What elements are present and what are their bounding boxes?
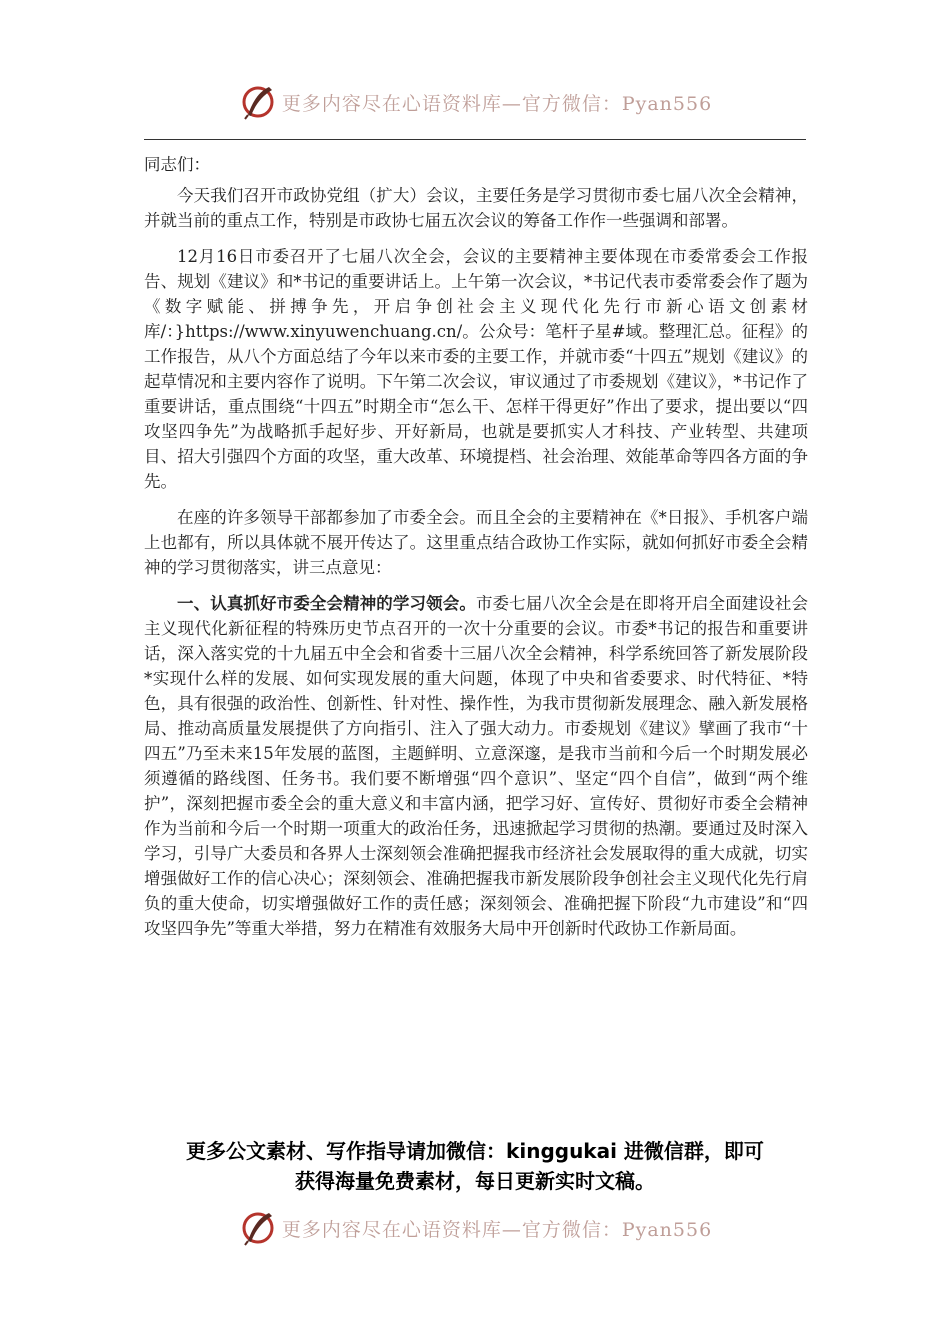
- promo-notice: [120, 1136, 830, 1196]
- footer-banner-text: 更多内容尽在心语资料库—官方微信：Pyan556: [281, 1218, 713, 1241]
- footer-banner: [0, 1206, 950, 1250]
- quill-logo-icon: [238, 82, 278, 122]
- header-banner-text: 更多内容尽在心语资料库—官方微信：Pyan556: [281, 92, 713, 115]
- paragraph-3: 在座的许多领导干部都参加了市委全会。而且全会的主要精神在《*日报》、手机客户端上也都有，所以具体就不展开传达了。这里重点结合政协工作实际，就如何抓好市委全会精神的学习贯彻落实，讲三点意见：: [144, 508, 808, 577]
- section-1-heading: 一、认真抓好市委全会精神的学习领会。: [177, 594, 476, 613]
- section-1-body: 市委七届八次全会是在即将开启全面建设社会主义现代化新征程的特殊历史节点召开的一次十分重要的会议。市委*书记的报告和重要讲话，深入落实党的十九届五中全会和省委十三届八次全会精神，科学系统回答了新发展阶段*实现什么样的发展、如何实现发展的重大问题，体现了中央和省委要求、时代特征、*特色，具有很强的政治性、创新性、针对性、操作性，为我市贯彻新发展理念、融入新发展格局、推动高质量发展提供了方向指引、注入了强大动力。市委规划《建议》擘画了我市“十四五”乃至未来15年发展的蓝图，主题鲜明、立意深邃，是我市当前和今后一个时期发展必须遵循的路线图、任务书。我们要不断增强“四个意识”、坚定“四个自信”，做到“两个维护”，深刻把握市委全会的重大意义和丰富内涵，把学习好、宣传好、贯彻好市委全会精神作为当前和今后一个时期一项重大的政治任务，迅速掀起学习贯彻的热潮。要通过及时深入学习，引导广大委员和各界人士深刻领会准确把握我市经济社会发展取得的重大成就，切实增强做好工作的信心决心；深刻领会、准确把握我市新发展阶段争创社会主义现代化先行肩负的重大使命，切实增强做好工作的责任感；深刻领会、准确把握下阶段“九市建设”和“四攻坚四争先”等重大举措，努力在精准有效服务大局中开创新时代政协工作新局面。: [144, 594, 809, 938]
- promo-line-2: 获得海量免费素材，每日更新实时文稿。: [295, 1169, 655, 1193]
- section-1-paragraph: [144, 591, 808, 941]
- paragraph-1: 今天我们召开市政协党组（扩大）会议，主要任务是学习贯彻市委七届八次全会精神，并就当前的重点工作，特别是市政协七届五次会议的筹备工作作一些强调和部署。: [144, 186, 808, 230]
- header-divider: [144, 139, 806, 140]
- paragraph-2: 12月16日市委召开了七届八次全会，会议的主要精神主要体现在市委常委会工作报告、规划《建议》和*书记的重要讲话上。上午第一次会议，*书记代表市委常委会作了题为《数字赋能、拼搏争先，开启争创社会主义现代化先行市新心语文创素材库/：}https://www.xinyuwenchuang.cn/。公众号：笔杆子星#域。整理汇总。征程》的工作报告，从八个方面总结了今年以来市委的主要工作，并就市委“十四五”规划《建议》的起草情况和主要内容作了说明。下午第二次会议，审议通过了市委规划《建议》，*书记作了重要讲话，重点围绕“十四五”时期全市“怎么干、怎样干得更好”作出了要求，提出要以“四攻坚四争先”为战略抓手起好步、开好新局，也就是要抓实人才科技、产业转型、共建项目、招大引强四个方面的攻坚，重大改革、环境提档、社会治理、效能革命等四各方面的争先。: [144, 247, 808, 491]
- document-body: [144, 152, 808, 952]
- promo-line-1: 更多公文素材、写作指导请加微信：kinggukai 进微信群，即可: [186, 1139, 764, 1163]
- quill-logo-icon: [238, 1208, 278, 1248]
- header-banner: [0, 80, 950, 124]
- salutation: 同志们：: [144, 155, 210, 174]
